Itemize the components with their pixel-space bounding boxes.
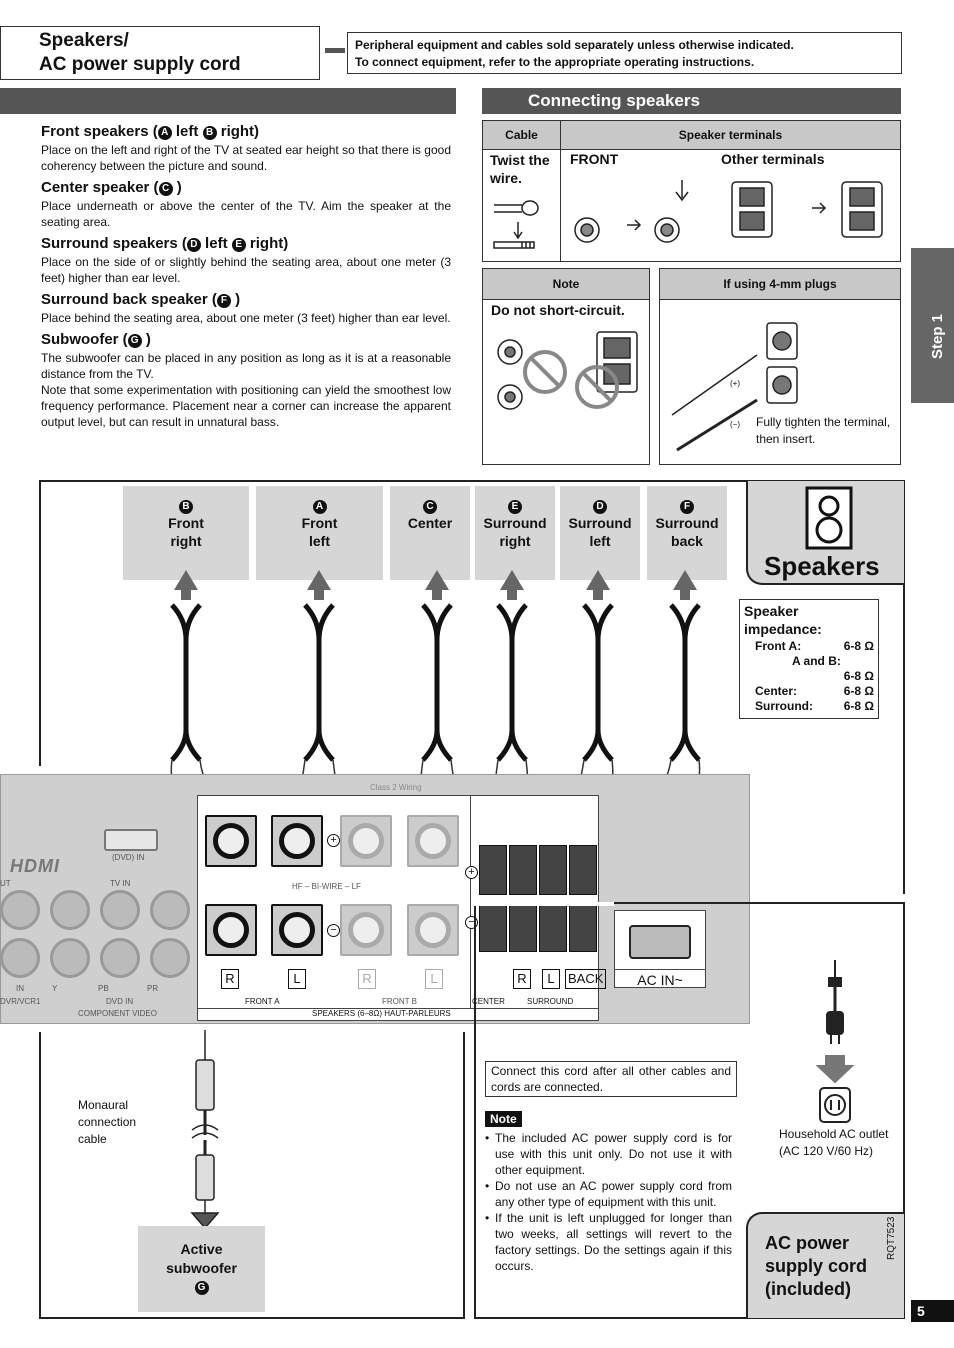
spring-clip-terminal[interactable]	[569, 845, 597, 895]
page-title-line1: Speakers/	[39, 30, 129, 51]
twist-wire-text: Twist the wire.	[490, 152, 550, 186]
speaker-terminal-post[interactable]	[271, 815, 323, 867]
impedance-front-row: Front A: 6-8 Ω	[755, 639, 874, 653]
subwoofer-box	[138, 1226, 265, 1312]
step-tab-label: Step 1	[929, 313, 947, 360]
terminal-knob	[213, 912, 249, 948]
notice-box	[347, 32, 902, 74]
plugs-header: If using 4-mm plugs	[659, 268, 901, 300]
letter-d-badge: D	[187, 238, 201, 252]
ac-bullet-2: • Do not use an AC power supply cord from any other type of equipment with this unit.	[485, 1179, 732, 1209]
rca-jack[interactable]	[100, 890, 140, 930]
subwoofer-cable-icon	[170, 1030, 240, 1245]
rca-jack[interactable]	[100, 938, 140, 978]
up-arrow-icon	[307, 570, 331, 600]
terminal-knob	[415, 823, 451, 859]
spring-clip-terminal[interactable]	[479, 845, 507, 895]
up-arrow-icon	[586, 570, 610, 600]
speaker-terminal-post[interactable]	[205, 815, 257, 867]
channel-tag: R	[513, 969, 531, 989]
note-header: Note	[482, 268, 650, 300]
tighten-text: Fully tighten the terminal, then insert.	[756, 415, 891, 446]
ac-bullets	[485, 1130, 732, 1274]
speaker-terminal-post[interactable]	[407, 904, 459, 956]
spring-clip-terminal[interactable]	[509, 845, 537, 895]
front-a-label: FRONT A	[245, 997, 280, 1006]
impedance-box	[739, 599, 879, 719]
speaker-label-line2: left	[309, 533, 330, 549]
subwoofer-line2: subwoofer	[166, 1260, 237, 1276]
connecting-speakers-bar	[482, 88, 901, 114]
letter-e-badge: E	[232, 238, 246, 252]
other-terminals-label: Other terminals	[721, 151, 825, 167]
front-terminal-icon	[575, 180, 688, 242]
channel-tag: L	[425, 969, 443, 989]
connect-note-box	[485, 1061, 737, 1097]
terminal-knob	[279, 823, 315, 859]
speaker-terminal-post[interactable]	[205, 904, 257, 956]
ac-note-label: Note	[485, 1111, 522, 1127]
outlet-line2: (AC 120 V/60 Hz)	[779, 1144, 874, 1158]
channel-tag: R	[221, 969, 239, 989]
ac-title-box	[746, 1212, 904, 1318]
pr-label: PR	[147, 984, 159, 993]
up-arrow-icon	[673, 570, 697, 600]
page-number: 5	[911, 1300, 954, 1322]
subwoofer-text-1: The subwoofer can be placed in any position as long as it is at a reasonable distance from the TV.	[41, 351, 451, 381]
monaural-cable-label: Monaural connection cable	[78, 1098, 137, 1146]
channel-tag: L	[288, 969, 306, 989]
terminal-knob	[348, 912, 384, 948]
terminal-knob	[213, 823, 249, 859]
up-arrow-icon	[500, 570, 524, 600]
front-b-label: FRONT B	[382, 997, 417, 1006]
dvd-in2-label: DVD IN	[106, 997, 134, 1006]
letter-g-badge: G	[128, 334, 142, 348]
rca-jack[interactable]	[50, 890, 90, 930]
tv-in-label: TV IN	[110, 879, 131, 888]
rca-jack[interactable]	[50, 938, 90, 978]
impedance-center-row: Center: 6-8 Ω	[755, 684, 874, 698]
rqt-code: RQT7523	[886, 1216, 897, 1260]
dvd-in-label: (DVD) IN	[112, 853, 145, 862]
center-speaker-heading: Center speaker ( C )	[41, 179, 182, 196]
speaker-letter-badge: C	[423, 500, 437, 514]
ac-bullet-3: • If the unit is left unplugged for longer than two weeks, all settings will revert to the factory settings. Do the settings again if this occurs.	[485, 1211, 732, 1273]
outlet-line1: Household AC outlet	[779, 1127, 889, 1141]
step-tab	[911, 248, 954, 403]
speaker-label-line1: Surround	[483, 515, 547, 531]
surround-back-text: Place behind the seating area, about one meter (3 feet) higher than ear level.	[41, 311, 451, 325]
channel-tag: R	[358, 969, 376, 989]
speaker-label-line1: Surround	[655, 515, 719, 531]
channel-tag: BACK	[565, 969, 606, 989]
ut-label: UT	[0, 879, 11, 888]
terminals-header: Speaker terminals	[560, 120, 901, 150]
component-video-label: COMPONENT VIDEO	[78, 1009, 157, 1018]
notice-line2: To connect equipment, refer to the appropriate operating instructions.	[355, 55, 755, 69]
polarity-marker: +	[465, 866, 478, 879]
speaker-block-divider	[470, 795, 471, 1009]
subwoofer-line1: Active	[180, 1241, 223, 1257]
other-terminal-icon	[732, 182, 882, 237]
power-plug-icon	[800, 960, 880, 1125]
speaker-label-line1: Surround	[568, 515, 632, 531]
connect-note-text: Connect this cord after all other cables and cords are connected.	[491, 1064, 731, 1094]
pb-label: PB	[98, 984, 109, 993]
polarity-marker: −	[465, 916, 478, 929]
letter-f-badge: F	[217, 294, 231, 308]
in-label: IN	[16, 984, 24, 993]
speaker-label-line1: Front	[301, 515, 338, 531]
notice-line1: Peripheral equipment and cables sold separately unless otherwise indicated.	[355, 38, 794, 52]
spring-clip-terminal[interactable]	[539, 845, 567, 895]
speaker-terminal-post[interactable]	[340, 815, 392, 867]
up-arrow-icon	[174, 570, 198, 600]
impedance-front-b-value: 6-8 Ω	[843, 669, 874, 683]
speaker-label-line1: Center	[407, 515, 453, 531]
speaker-letter-badge: F	[680, 500, 694, 514]
center-label: CENTER	[472, 997, 505, 1006]
connecting-speakers-title: Connecting speakers	[528, 91, 700, 110]
letter-c-badge: C	[159, 182, 173, 196]
center-speaker-text: Place underneath or above the center of the TV. Aim the speaker at the seating area.	[41, 199, 451, 229]
title-dash	[325, 48, 345, 53]
cable-header: Cable	[482, 120, 561, 150]
minus-label: (−)	[730, 420, 740, 429]
plus-label: (+)	[730, 379, 740, 388]
subwoofer-letter: G	[195, 1281, 209, 1295]
ac-frame-top-mask	[474, 902, 614, 906]
terminal-knob	[415, 912, 451, 948]
short-circuit-illustration	[485, 322, 645, 417]
speaker-label-line1: Front	[168, 515, 204, 531]
polarity-marker: +	[327, 834, 340, 847]
speaker-label-line2: back	[671, 533, 703, 549]
rca-jack[interactable]	[150, 938, 190, 978]
subwoofer-text-2: Note that some experimentation with positioning can yield the smoothest low frequency performance. Placement near a corner can increase the apparent output level, but can result in unnatural bass.	[41, 383, 451, 429]
speaker-letter-badge: A	[313, 500, 327, 514]
terminal-knob	[279, 912, 315, 948]
speaker-icon	[805, 486, 853, 550]
letter-b-badge: B	[203, 126, 217, 140]
hdmi-logo: HDMI	[10, 856, 60, 876]
letter-a-badge: A	[158, 126, 172, 140]
speaker-terminal-post[interactable]	[340, 904, 392, 956]
speakers-title-box	[746, 481, 904, 585]
placement-section	[41, 122, 451, 430]
page-title-box	[0, 26, 320, 80]
speaker-terminal-post[interactable]	[271, 904, 323, 956]
speaker-letter-badge: E	[508, 500, 522, 514]
rca-jack[interactable]	[150, 890, 190, 930]
hdmi-port	[104, 829, 158, 851]
class2-label: Class 2 Wiring	[370, 783, 422, 792]
up-arrow-icon	[425, 570, 449, 600]
y-label: Y	[52, 984, 58, 993]
surround-back-heading: Surround back speaker ( F )	[41, 291, 241, 308]
impedance-title: Speaker impedance:	[744, 603, 822, 637]
speaker-letter-badge: B	[179, 500, 193, 514]
biwire-label: HF – BI-WIRE – LF	[292, 882, 361, 891]
page-title-line2: AC power supply cord	[39, 54, 241, 75]
terminal-illustrations	[482, 170, 901, 260]
surround-speakers-heading: Surround speakers ( D left E right)	[41, 235, 289, 252]
surround-speakers-text: Place on the side of or slightly behind the seating area, about one meter (3 feet) higher than ear level.	[41, 255, 451, 285]
twisted-wire-icon	[494, 201, 538, 248]
short-circuit-warning: Do not short-circuit.	[491, 302, 625, 318]
speaker-letter-badge: D	[593, 500, 607, 514]
channel-tag: L	[542, 969, 560, 989]
dvr-vcr-label: DVR/VCR1	[0, 997, 41, 1006]
rca-jack[interactable]	[0, 890, 40, 930]
speaker-terminal-post[interactable]	[407, 815, 459, 867]
ac-title: AC power supply cord (included)	[765, 1233, 868, 1299]
speakers-caption: SPEAKERS (6–8Ω) HAUT-PARLEURS	[312, 1009, 451, 1018]
impedance-and-b: A and B:	[792, 654, 841, 668]
section-bar-left	[0, 88, 456, 114]
terminal-knob	[348, 823, 384, 859]
polarity-marker: −	[327, 924, 340, 937]
speaker-label-line2: left	[589, 533, 611, 549]
outlet-label	[779, 1126, 888, 1160]
impedance-surround-row: Surround: 6-8 Ω	[755, 699, 874, 713]
ac-bullet-1: • The included AC power supply cord is for use with this unit only. Do not use it with other equipment.	[485, 1131, 732, 1177]
front-terminal-label: FRONT	[570, 151, 619, 167]
surround-label: SURROUND	[527, 997, 574, 1006]
subwoofer-heading: Subwoofer ( G )	[41, 331, 151, 348]
front-speakers-text: Place on the left and right of the TV at seated ear height so that there is good coherency between the picture and sound.	[41, 143, 451, 173]
speaker-label-line2: right	[499, 533, 531, 549]
rca-jack[interactable]	[0, 938, 40, 978]
speaker-label-line2: right	[170, 533, 202, 549]
speakers-title: Speakers	[764, 551, 880, 581]
ac-in-label: AC IN~	[615, 969, 705, 988]
front-speakers-heading: Front speakers ( A left B right)	[41, 123, 260, 140]
